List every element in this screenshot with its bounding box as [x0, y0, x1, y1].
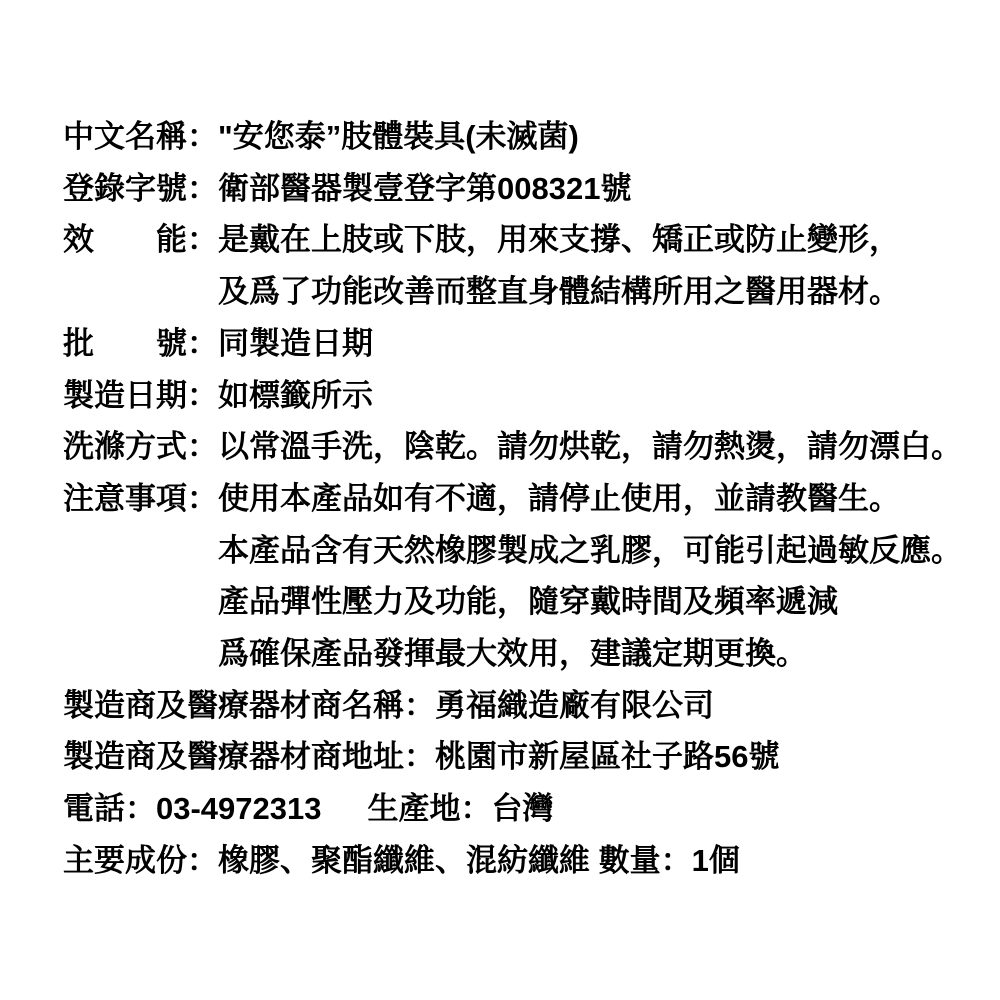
field-value-line: 同製造日期	[218, 325, 373, 361]
field-value-phone: 03-4972313	[156, 791, 322, 827]
field-value-line: 以常溫手洗，陰乾。請勿烘乾，請勿熱燙，請勿漂白。	[218, 429, 962, 465]
field-value-line: 及爲了功能改善而整直身體結構所用之醫用器材。	[218, 274, 900, 310]
field-value-line: 本產品含有天然橡膠製成之乳膠，可能引起過敏反應。	[218, 532, 962, 568]
field-label-efficacy: 效 能：	[63, 222, 218, 258]
field-label-main-ingredients: 主要成份：	[63, 842, 218, 878]
field-value-line: 勇福織造廠有限公司	[435, 687, 714, 723]
field-label-chinese-name: 中文名稱：	[63, 119, 218, 154]
field-value-chinese-name	[218, 111, 579, 163]
field-label-batch-number: 批 號：	[63, 325, 218, 361]
field-value-line: 爲確保產品發揮最大效用，建議定期更換。	[218, 636, 807, 672]
field-value-manufacturer-address	[435, 731, 779, 783]
row-washing-method	[63, 421, 980, 473]
field-label-washing-method: 洗滌方式：	[63, 429, 218, 465]
field-value-line: 橡膠、聚酯纖維、混紡纖維 數量：1個	[218, 842, 740, 878]
field-value-line: 衛部醫器製壹登字第008321號	[218, 170, 632, 206]
field-value-precautions	[218, 473, 962, 680]
field-value-origin: 台灣	[491, 791, 554, 827]
field-value-line: 桃園市新屋區社子路56號	[435, 739, 780, 775]
field-value-line: 使用本產品如有不適，請停止使用，並請教醫生。	[218, 480, 900, 516]
field-value-washing-method	[218, 421, 962, 473]
field-label-origin: 生產地：	[367, 791, 492, 827]
row-main-ingredients	[63, 835, 980, 887]
field-value-manufacture-date	[218, 370, 373, 422]
field-value-batch-number	[218, 318, 373, 370]
row-phone-and-origin	[63, 783, 980, 835]
row-manufacturer-address	[63, 731, 980, 783]
row-manufacturer-name	[63, 680, 980, 732]
field-label-manufacturer-address: 製造商及醫療器材商地址：	[63, 739, 435, 775]
field-label-precautions: 注意事項：	[63, 480, 218, 516]
field-label-phone: 電話：	[63, 791, 156, 827]
field-label-license-number: 登錄字號：	[63, 170, 218, 206]
row-efficacy	[63, 214, 980, 317]
field-label-manufacturer-name: 製造商及醫療器材商名稱：	[63, 687, 435, 723]
row-chinese-name	[63, 111, 980, 163]
field-value-manufacturer-name	[435, 680, 714, 732]
row-precautions	[63, 473, 980, 680]
field-value-line: 產品彈性壓力及功能，隨穿戴時間及頻率遞減	[218, 584, 838, 620]
field-value-line: 是戴在上肢或下肢，用來支撐、矯正或防止變形，	[218, 222, 900, 258]
row-manufacture-date	[63, 370, 980, 422]
field-value-line: "安您泰”肢體裝具(未滅菌)	[218, 119, 579, 154]
field-value-main-ingredients	[218, 835, 740, 887]
row-license-number	[63, 163, 980, 215]
row-batch-number	[63, 318, 980, 370]
field-value-line: 如標籤所示	[218, 377, 373, 413]
field-label-manufacture-date: 製造日期：	[63, 377, 218, 413]
field-value-license-number	[218, 163, 631, 215]
field-value-efficacy	[218, 214, 900, 317]
